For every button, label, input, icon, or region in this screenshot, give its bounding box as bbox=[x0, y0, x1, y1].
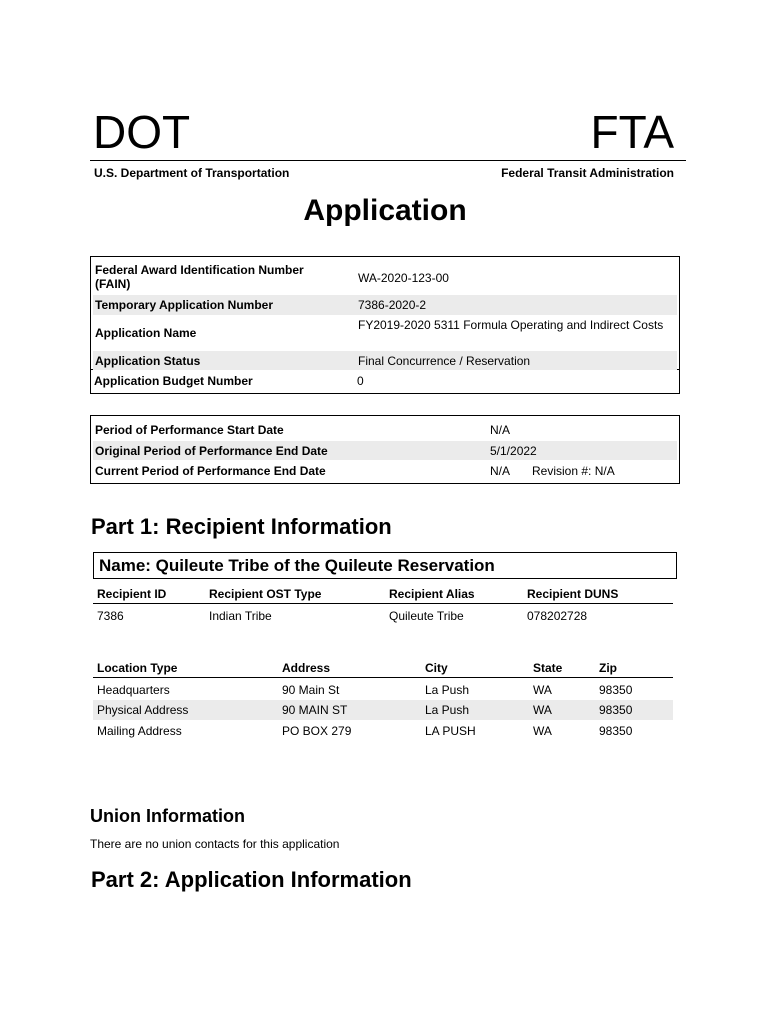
performance-period-box bbox=[90, 415, 680, 484]
location-type: Headquarters bbox=[97, 683, 170, 697]
part2-heading: Part 2: Application Information bbox=[91, 867, 412, 892]
union-text: There are no union contacts for this application bbox=[90, 837, 340, 851]
application-label: Federal Award Identification Number (FAIN) bbox=[95, 263, 304, 291]
location-zip: 98350 bbox=[599, 683, 633, 697]
union-heading: Union Information bbox=[90, 806, 245, 826]
recipient-header-rule bbox=[93, 603, 673, 604]
location-state: WA bbox=[533, 703, 552, 717]
performance-row bbox=[93, 461, 677, 481]
application-value: 7386-2020-2 bbox=[358, 298, 427, 312]
recipient-alias-header: Recipient Alias bbox=[389, 587, 475, 601]
application-value: 0 bbox=[357, 374, 364, 388]
performance-label: Current Period of Performance End Date bbox=[95, 464, 326, 478]
application-value: FY2019-2020 5311 Formula Operating and Indirect Costs bbox=[358, 318, 664, 332]
recipient-duns-header: Recipient DUNS bbox=[527, 587, 619, 601]
location-state: WA bbox=[533, 683, 552, 697]
recipient-ost-type-header: Recipient OST Type bbox=[209, 587, 322, 601]
application-value: Final Concurrence / Reservation bbox=[358, 354, 531, 368]
recipient-id: 7386 bbox=[97, 609, 124, 623]
location-address: PO BOX 279 bbox=[282, 724, 352, 738]
performance-row bbox=[93, 441, 677, 460]
performance-row bbox=[93, 420, 677, 440]
location-type: Mailing Address bbox=[97, 724, 182, 738]
city-header: City bbox=[425, 661, 448, 675]
location-city: LA PUSH bbox=[425, 724, 476, 738]
location-zip: 98350 bbox=[599, 703, 633, 717]
application-label: Application Budget Number bbox=[94, 374, 253, 388]
performance-value: 5/1/2022 bbox=[490, 444, 537, 458]
location-header-rule bbox=[93, 677, 673, 678]
recipient-id-header: Recipient ID bbox=[97, 587, 167, 601]
zip-header: Zip bbox=[599, 661, 617, 675]
application-label: Application Status bbox=[95, 354, 201, 368]
recipient-alias: Quileute Tribe bbox=[389, 609, 464, 623]
location-city: La Push bbox=[425, 703, 470, 717]
dot-heading: DOT bbox=[93, 106, 191, 158]
part1-heading: Part 1: Recipient Information bbox=[91, 514, 392, 539]
location-type-header: Location Type bbox=[97, 661, 178, 675]
dot-subtitle: U.S. Department of Transportation bbox=[94, 166, 290, 180]
header-divider bbox=[90, 160, 686, 161]
revision-value: Revision #: N/A bbox=[532, 464, 615, 478]
performance-value: N/A bbox=[490, 423, 511, 437]
recipient-ost-type: Indian Tribe bbox=[209, 609, 272, 623]
application-label: Temporary Application Number bbox=[95, 298, 274, 312]
location-city: La Push bbox=[425, 683, 470, 697]
page-title: Application bbox=[303, 194, 467, 227]
application-value: WA-2020-123-00 bbox=[358, 271, 449, 285]
state-header: State bbox=[533, 661, 563, 675]
location-type: Physical Address bbox=[97, 703, 189, 717]
location-zip: 98350 bbox=[599, 724, 633, 738]
location-address: 90 MAIN ST bbox=[282, 703, 348, 717]
fta-heading: FTA bbox=[590, 106, 674, 158]
location-address: 90 Main St bbox=[282, 683, 340, 697]
location-state: WA bbox=[533, 724, 552, 738]
performance-label: Period of Performance Start Date bbox=[95, 423, 284, 437]
performance-label: Original Period of Performance End Date bbox=[95, 444, 328, 458]
recipient-name: Name: Quileute Tribe of the Quileute Reservation bbox=[99, 556, 495, 575]
application-box-border bbox=[90, 256, 680, 394]
fta-subtitle: Federal Transit Administration bbox=[501, 166, 674, 180]
recipient-duns: 078202728 bbox=[527, 609, 588, 623]
recipient-name-box bbox=[93, 552, 677, 579]
application-label: Application Name bbox=[95, 326, 197, 340]
performance-value: N/A bbox=[490, 464, 511, 478]
address-header: Address bbox=[282, 661, 331, 675]
